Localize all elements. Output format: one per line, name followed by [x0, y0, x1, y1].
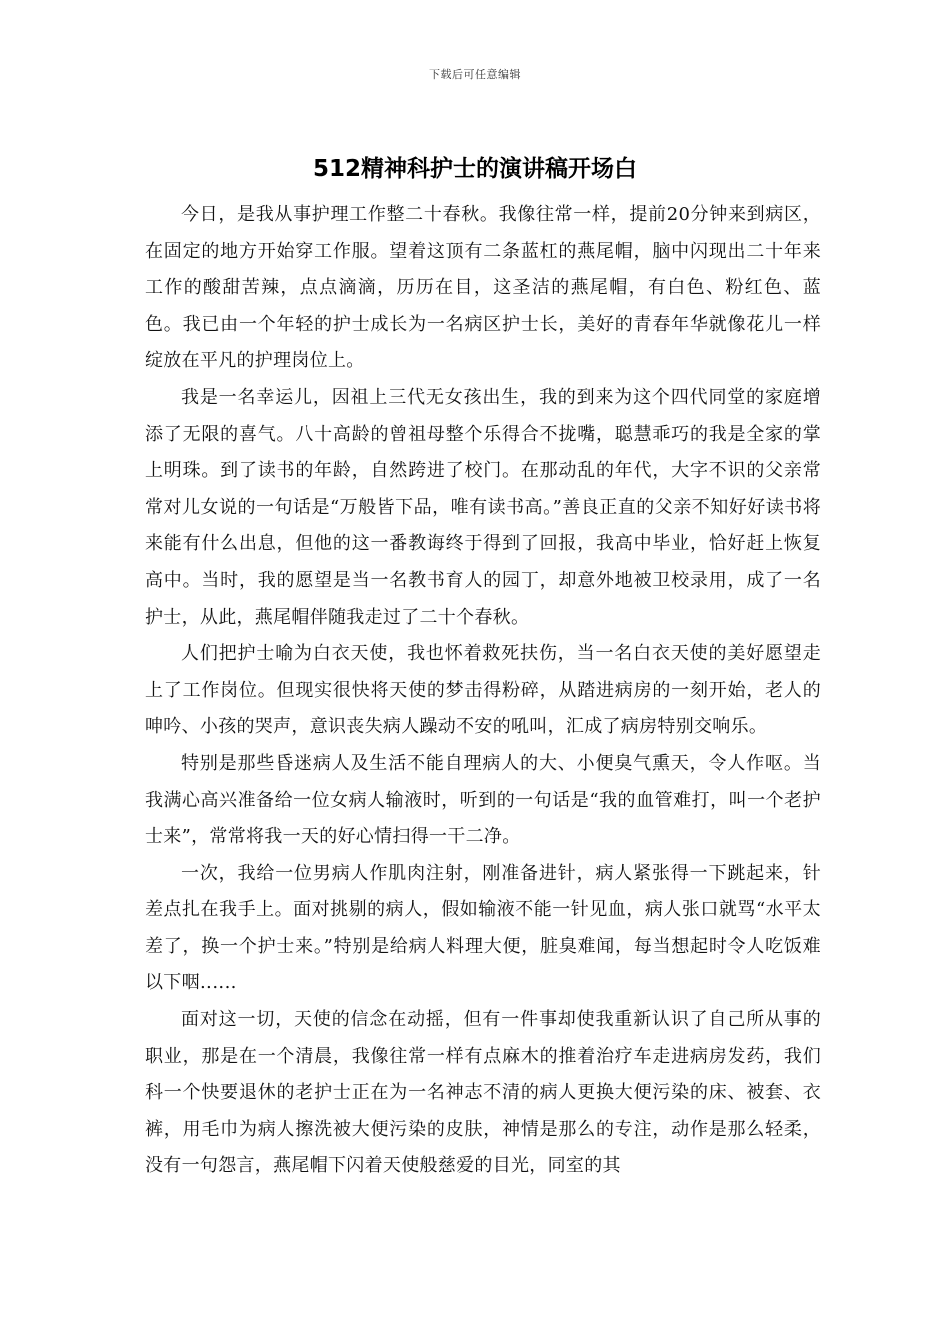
- header-note: 下载后可任意编辑: [429, 68, 521, 81]
- paragraph: 特别是那些昏迷病人及生活不能自理病人的大、小便臭气熏天，令人作呕。当我满心高兴准备给一位女病人输液时，听到的一句话是“我的血管难打，叫一个老护士来”，常常将我一天的好心情扫得一干二净。: [145, 752, 821, 848]
- document-body: [145, 197, 821, 1185]
- paragraph: 面对这一切，天使的信念在动摇，但有一件事却使我重新认识了自己所从事的职业，那是在一个清晨，我像往常一样有点麻木的推着治疗车走进病房发药，我们科一个快要退休的老护士正在为一名神志不清的病人更换大便污染的床、被套、衣裤，用毛巾为病人擦洗被大便污染的皮肤，神情是那么的专注，动作是那么轻柔，没有一句怨言，燕尾帽下闪着天使般慈爱的目光，同室的其: [145, 1009, 821, 1177]
- paragraph: 今日，是我从事护理工作整二十春秋。我像往常一样，提前20分钟来到病区，在固定的地方开始穿工作服。望着这顶有二条蓝杠的燕尾帽，脑中闪现出二十年来工作的酸甜苦辣，点点滴滴，历历在目，这圣洁的燕尾帽，有白色、粉红色、蓝色。我已由一个年轻的护士成长为一名病区护士长，美好的青春年华就像花儿一样绽放在平凡的护理岗位上。: [145, 204, 821, 372]
- paragraph: 我是一名幸运儿，因祖上三代无女孩出生，我的到来为这个四代同堂的家庭增添了无限的喜气。八十高龄的曾祖母整个乐得合不拢嘴，聪慧乖巧的我是全家的掌上明珠。到了读书的年龄，自然跨进了校门。在那动乱的年代，大字不识的父亲常常对儿女说的一句话是“万般皆下品，唯有读书高。”善良正直的父亲不知好好读书将来能有什么出息，但他的这一番教诲终于得到了回报，我高中毕业，恰好赶上恢复高中。当时，我的愿望是当一名教书育人的园丁，却意外地被卫校录用，成了一名护士，从此，燕尾帽伴随我走过了二十个春秋。: [145, 386, 821, 628]
- paragraph: 人们把护士喻为白衣天使，我也怀着救死扶伤，当一名白衣天使的美好愿望走上了工作岗位。但现实很快将天使的梦击得粉碎，从踏进病房的一刻开始，老人的呻吟、小孩的哭声，意识丧失病人躁动不安的吼叫，汇成了病房特别交响乐。: [145, 643, 821, 738]
- document-title: 512精神科护士的演讲稿开场白: [312, 156, 637, 182]
- paragraph: 一次，我给一位男病人作肌肉注射，刚准备进针，病人紧张得一下跳起来，针差点扎在我手上。面对挑剔的病人，假如输液不能一针见血，病人张口就骂“水平太差了，换一个护士来。”特别是给病人料理大便，脏臭难闻，每当想起时令人吃饭难以下咽‥‥‥: [145, 862, 821, 994]
